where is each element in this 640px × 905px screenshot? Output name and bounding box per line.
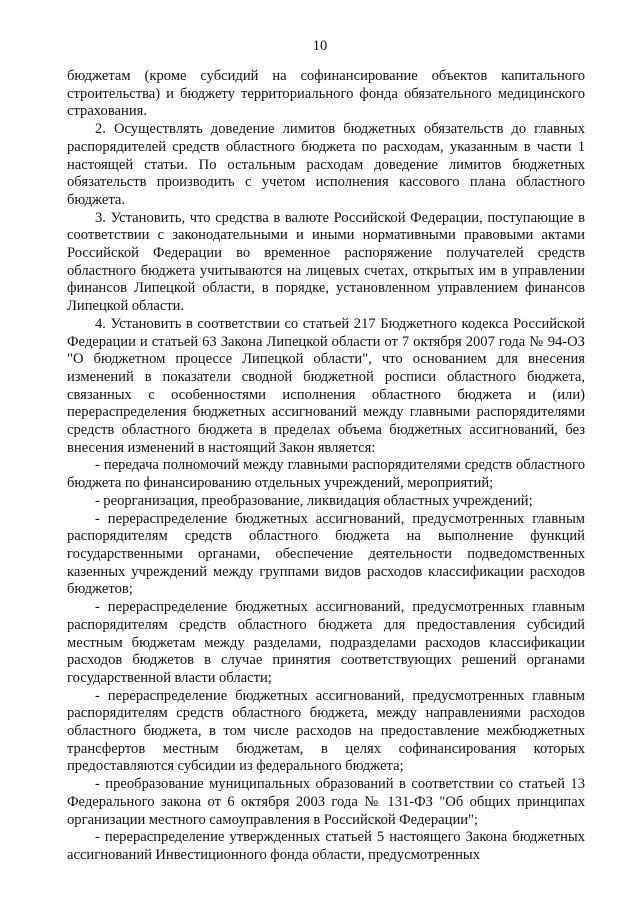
document-body bbox=[67, 68, 585, 865]
list-item: - преобразование муниципальных образований в соответствии со статьей 13 Федерального закона от 6 октября 2003 года № 131-ФЗ "Об общих принципах организации местного самоуправления в Российской Федерации"; bbox=[67, 776, 585, 828]
list-item: - перераспределение бюджетных ассигнований, предусмотренных главным распорядителям средств областного бюджета на выполнение функций государственными органами, обеспечение деятельности подведомственных казенных учреждений между группами видов расходов классификации расходов бюджетов; bbox=[67, 510, 585, 598]
list-item: - передача полномочий между главными распорядителями средств областного бюджета по финансированию отдельных учреждений, мероприятий; bbox=[67, 457, 585, 492]
list-item: - перераспределение бюджетных ассигнований, предусмотренных главным распорядителям средств областного бюджета для предоставления субсидий местным бюджетам между разделами, подразделами расходов классификации расходов бюджетов в случае принятия соответствующих решений органами государственной власти области; bbox=[67, 599, 585, 686]
paragraph-continuation: бюджетам (кроме субсидий на софинансирование объектов капитального строительства) и бюджету территориального фонда обязательного медицинского страхования. bbox=[67, 68, 585, 120]
paragraph-item-3: 3. Установить, что средства в валюте Российской Федерации, поступающие в соответствии с законодательными и иными нормативными правовыми актами Российской Федерации во временное распоряжение получателей средств областного бюджета учитываются на лицевых счетах, открытых им в управлении финансов Липецкой области, в порядке, установленном управлением финансов Липецкой области. bbox=[67, 209, 585, 315]
paragraph-item-2: 2. Осуществлять доведение лимитов бюджетных обязательств до главных распорядителей средств областного бюджета по расходам, указанным в части 1 настоящей статьи. По остальным расходам доведение лимитов бюджетных обязательств производить с учетом исполнения кассового плана областного бюджета. bbox=[67, 121, 585, 208]
paragraph-item-4: 4. Установить в соответствии со статьей 217 Бюджетного кодекса Российской Федерации и статьей 63 Закона Липецкой области от 7 октября 2007 года № 94-ОЗ "О бюджетном процессе Липецкой области", что основанием для внесения изменений в показатели сводной бюджетной росписи областного бюджета, связанных с особенностями исполнения областного бюджета и (или) перераспределения бюджетных ассигнований между главными распорядителями средств областного бюджета в пределах объема бюджетных ассигнований, без внесения изменений в настоящий Закон является: bbox=[67, 315, 585, 456]
list-item: - реорганизация, преобразование, ликвидация областных учреждений; bbox=[95, 492, 533, 509]
page-number: 10 bbox=[312, 38, 328, 54]
list-item: - перераспределение бюджетных ассигнований, предусмотренных главным распорядителям средств областного бюджета, между направлениями расходов областного бюджета, в том числе расходов на предоставление межбюджетных трансфертов местным бюджетам, в целях софинансирования которых предоставляются субсидии из федерального бюджета; bbox=[67, 687, 585, 775]
list-item: - перераспределение утвержденных статьей 5 настоящего Закона бюджетных ассигнований Инвестиционного фонда области, предусмотренных bbox=[67, 829, 585, 863]
